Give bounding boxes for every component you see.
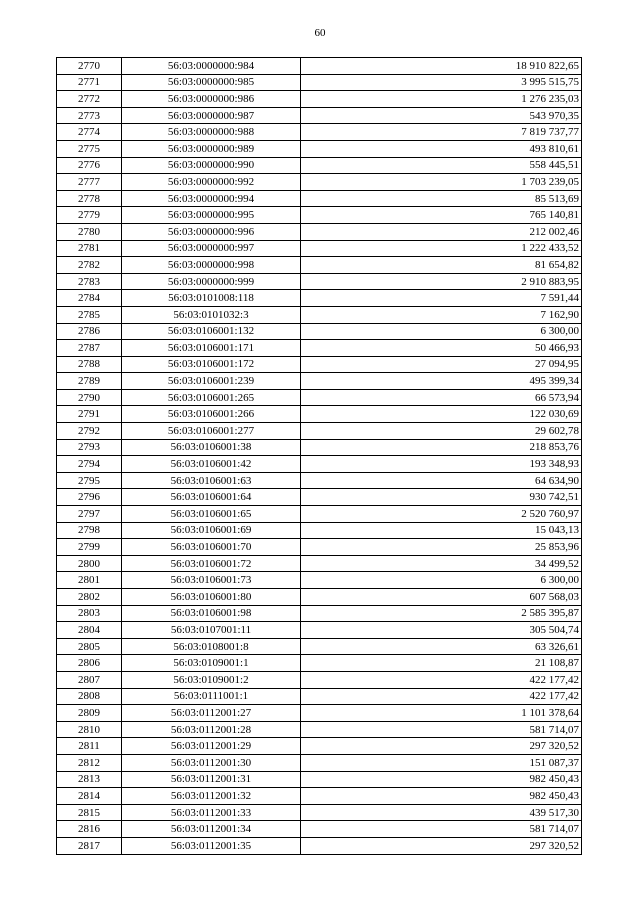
cadastral-number-cell: 56:03:0106001:42 (122, 456, 301, 473)
row-number-cell: 2811 (57, 738, 122, 755)
table-row (57, 738, 582, 755)
cadastral-value-cell: 6 300,00 (301, 323, 582, 340)
table-row (57, 389, 582, 406)
row-number-cell: 2770 (57, 58, 122, 75)
cadastral-value-cell: 25 853,96 (301, 539, 582, 556)
table-row (57, 555, 582, 572)
table-row (57, 373, 582, 390)
row-number-cell: 2814 (57, 788, 122, 805)
cadastral-value-cell: 982 450,43 (301, 771, 582, 788)
cadastral-value-cell: 122 030,69 (301, 406, 582, 423)
row-number-cell: 2799 (57, 539, 122, 556)
cadastral-value-cell: 422 177,42 (301, 688, 582, 705)
table-row (57, 721, 582, 738)
row-number-cell: 2775 (57, 140, 122, 157)
cadastral-value-cell: 50 466,93 (301, 340, 582, 357)
page-number: 60 (314, 27, 326, 39)
table-row (57, 58, 582, 75)
cadastral-number-cell: 56:03:0112001:27 (122, 705, 301, 722)
cadastral-value-cell: 2 520 760,97 (301, 506, 582, 523)
row-number-cell: 2796 (57, 489, 122, 506)
row-number-cell: 2810 (57, 721, 122, 738)
cadastral-value-table (56, 57, 582, 855)
cadastral-number-cell: 56:03:0000000:998 (122, 257, 301, 274)
cadastral-number-cell: 56:03:0111001:1 (122, 688, 301, 705)
row-number-cell: 2772 (57, 91, 122, 108)
table-row (57, 605, 582, 622)
cadastral-value-cell: 212 002,46 (301, 223, 582, 240)
row-number-cell: 2817 (57, 837, 122, 854)
cadastral-number-cell: 56:03:0106001:239 (122, 373, 301, 390)
cadastral-value-cell: 1 101 378,64 (301, 705, 582, 722)
row-number-cell: 2776 (57, 157, 122, 174)
row-number-cell: 2804 (57, 622, 122, 639)
cadastral-value-cell: 607 568,03 (301, 589, 582, 606)
cadastral-number-cell: 56:03:0106001:73 (122, 572, 301, 589)
cadastral-number-cell: 56:03:0106001:72 (122, 555, 301, 572)
table-row (57, 705, 582, 722)
table-row (57, 223, 582, 240)
cadastral-number-cell: 56:03:0000000:984 (122, 58, 301, 75)
cadastral-number-cell: 56:03:0106001:63 (122, 472, 301, 489)
cadastral-number-cell: 56:03:0108001:8 (122, 638, 301, 655)
row-number-cell: 2787 (57, 340, 122, 357)
table-row (57, 821, 582, 838)
row-number-cell: 2792 (57, 423, 122, 440)
table-row (57, 74, 582, 91)
row-number-cell: 2778 (57, 190, 122, 207)
table-row (57, 107, 582, 124)
cadastral-value-cell: 218 853,76 (301, 439, 582, 456)
row-number-cell: 2793 (57, 439, 122, 456)
cadastral-number-cell: 56:03:0000000:996 (122, 223, 301, 240)
cadastral-value-cell: 930 742,51 (301, 489, 582, 506)
cadastral-value-cell: 1 222 433,52 (301, 240, 582, 257)
cadastral-value-cell: 21 108,87 (301, 655, 582, 672)
cadastral-value-cell: 7 591,44 (301, 290, 582, 307)
row-number-cell: 2794 (57, 456, 122, 473)
cadastral-value-cell: 2 585 395,87 (301, 605, 582, 622)
row-number-cell: 2791 (57, 406, 122, 423)
row-number-cell: 2801 (57, 572, 122, 589)
cadastral-number-cell: 56:03:0106001:266 (122, 406, 301, 423)
table-row (57, 472, 582, 489)
cadastral-value-cell: 493 810,61 (301, 140, 582, 157)
table-row (57, 837, 582, 854)
cadastral-number-cell: 56:03:0106001:277 (122, 423, 301, 440)
cadastral-value-cell: 27 094,95 (301, 356, 582, 373)
table-row (57, 489, 582, 506)
row-number-cell: 2812 (57, 754, 122, 771)
row-number-cell: 2788 (57, 356, 122, 373)
cadastral-number-cell: 56:03:0106001:69 (122, 522, 301, 539)
table-row (57, 190, 582, 207)
cadastral-value-cell: 29 602,78 (301, 423, 582, 440)
cadastral-value-cell: 81 654,82 (301, 257, 582, 274)
cadastral-number-cell: 56:03:0000000:995 (122, 207, 301, 224)
cadastral-number-cell: 56:03:0112001:29 (122, 738, 301, 755)
table-row (57, 273, 582, 290)
cadastral-number-cell: 56:03:0106001:65 (122, 506, 301, 523)
row-number-cell: 2800 (57, 555, 122, 572)
table-row (57, 539, 582, 556)
row-number-cell: 2797 (57, 506, 122, 523)
table-row (57, 589, 582, 606)
table-row (57, 140, 582, 157)
cadastral-number-cell: 56:03:0101032:3 (122, 306, 301, 323)
row-number-cell: 2789 (57, 373, 122, 390)
cadastral-value-cell: 15 043,13 (301, 522, 582, 539)
row-number-cell: 2809 (57, 705, 122, 722)
cadastral-value-cell: 151 087,37 (301, 754, 582, 771)
cadastral-value-cell: 297 320,52 (301, 738, 582, 755)
row-number-cell: 2784 (57, 290, 122, 307)
row-number-cell: 2777 (57, 174, 122, 191)
table-row (57, 456, 582, 473)
cadastral-value-cell: 63 326,61 (301, 638, 582, 655)
cadastral-value-cell: 305 504,74 (301, 622, 582, 639)
table-row (57, 788, 582, 805)
table-row (57, 124, 582, 141)
table-row (57, 804, 582, 821)
table-row (57, 754, 582, 771)
cadastral-value-cell: 982 450,43 (301, 788, 582, 805)
row-number-cell: 2795 (57, 472, 122, 489)
cadastral-number-cell: 56:03:0112001:34 (122, 821, 301, 838)
table-row (57, 522, 582, 539)
table-row (57, 91, 582, 108)
cadastral-number-cell: 56:03:0106001:172 (122, 356, 301, 373)
table-body (57, 58, 582, 855)
row-number-cell: 2802 (57, 589, 122, 606)
row-number-cell: 2813 (57, 771, 122, 788)
cadastral-number-cell: 56:03:0106001:70 (122, 539, 301, 556)
table-row (57, 174, 582, 191)
table-row (57, 439, 582, 456)
row-number-cell: 2815 (57, 804, 122, 821)
table-row (57, 356, 582, 373)
cadastral-number-cell: 56:03:0112001:33 (122, 804, 301, 821)
cadastral-number-cell: 56:03:0106001:64 (122, 489, 301, 506)
table-row (57, 340, 582, 357)
table-row (57, 306, 582, 323)
row-number-cell: 2783 (57, 273, 122, 290)
cadastral-value-cell: 85 513,69 (301, 190, 582, 207)
cadastral-number-cell: 56:03:0000000:985 (122, 74, 301, 91)
cadastral-number-cell: 56:03:0109001:1 (122, 655, 301, 672)
cadastral-value-cell: 1 703 239,05 (301, 174, 582, 191)
cadastral-value-cell: 3 995 515,75 (301, 74, 582, 91)
table-row (57, 655, 582, 672)
cadastral-value-cell: 543 970,35 (301, 107, 582, 124)
cadastral-value-cell: 439 517,30 (301, 804, 582, 821)
cadastral-value-cell: 18 910 822,65 (301, 58, 582, 75)
cadastral-number-cell: 56:03:0106001:132 (122, 323, 301, 340)
cadastral-number-cell: 56:03:0000000:990 (122, 157, 301, 174)
cadastral-number-cell: 56:03:0112001:31 (122, 771, 301, 788)
cadastral-value-cell: 193 348,93 (301, 456, 582, 473)
table-row (57, 572, 582, 589)
cadastral-number-cell: 56:03:0106001:38 (122, 439, 301, 456)
cadastral-number-cell: 56:03:0112001:28 (122, 721, 301, 738)
cadastral-number-cell: 56:03:0106001:265 (122, 389, 301, 406)
table-row (57, 240, 582, 257)
table-row (57, 157, 582, 174)
table-row (57, 638, 582, 655)
cadastral-number-cell: 56:03:0112001:35 (122, 837, 301, 854)
row-number-cell: 2807 (57, 671, 122, 688)
row-number-cell: 2816 (57, 821, 122, 838)
cadastral-value-cell: 7 162,90 (301, 306, 582, 323)
row-number-cell: 2774 (57, 124, 122, 141)
cadastral-number-cell: 56:03:0106001:98 (122, 605, 301, 622)
row-number-cell: 2808 (57, 688, 122, 705)
cadastral-value-cell: 581 714,07 (301, 721, 582, 738)
cadastral-number-cell: 56:03:0112001:30 (122, 754, 301, 771)
row-number-cell: 2780 (57, 223, 122, 240)
row-number-cell: 2803 (57, 605, 122, 622)
cadastral-value-cell: 66 573,94 (301, 389, 582, 406)
table-row (57, 290, 582, 307)
row-number-cell: 2773 (57, 107, 122, 124)
cadastral-number-cell: 56:03:0101008:118 (122, 290, 301, 307)
row-number-cell: 2781 (57, 240, 122, 257)
table-row (57, 771, 582, 788)
table-row (57, 423, 582, 440)
row-number-cell: 2779 (57, 207, 122, 224)
cadastral-number-cell: 56:03:0112001:32 (122, 788, 301, 805)
cadastral-number-cell: 56:03:0000000:997 (122, 240, 301, 257)
cadastral-number-cell: 56:03:0106001:171 (122, 340, 301, 357)
cadastral-number-cell: 56:03:0000000:986 (122, 91, 301, 108)
cadastral-number-cell: 56:03:0000000:999 (122, 273, 301, 290)
cadastral-number-cell: 56:03:0000000:989 (122, 140, 301, 157)
row-number-cell: 2786 (57, 323, 122, 340)
cadastral-value-cell: 34 499,52 (301, 555, 582, 572)
row-number-cell: 2782 (57, 257, 122, 274)
cadastral-number-cell: 56:03:0109001:2 (122, 671, 301, 688)
cadastral-value-cell: 1 276 235,03 (301, 91, 582, 108)
row-number-cell: 2805 (57, 638, 122, 655)
cadastral-value-cell: 7 819 737,77 (301, 124, 582, 141)
row-number-cell: 2785 (57, 306, 122, 323)
cadastral-number-cell: 56:03:0000000:994 (122, 190, 301, 207)
cadastral-value-cell: 765 140,81 (301, 207, 582, 224)
cadastral-value-cell: 495 399,34 (301, 373, 582, 390)
cadastral-number-cell: 56:03:0107001:11 (122, 622, 301, 639)
table-row (57, 622, 582, 639)
table-row (57, 688, 582, 705)
table-row (57, 257, 582, 274)
cadastral-value-cell: 2 910 883,95 (301, 273, 582, 290)
cadastral-number-cell: 56:03:0106001:80 (122, 589, 301, 606)
cadastral-number-cell: 56:03:0000000:988 (122, 124, 301, 141)
cadastral-value-cell: 6 300,00 (301, 572, 582, 589)
cadastral-value-cell: 422 177,42 (301, 671, 582, 688)
cadastral-value-cell: 297 320,52 (301, 837, 582, 854)
cadastral-value-cell: 64 634,90 (301, 472, 582, 489)
row-number-cell: 2790 (57, 389, 122, 406)
row-number-cell: 2771 (57, 74, 122, 91)
cadastral-value-cell: 581 714,07 (301, 821, 582, 838)
cadastral-value-cell: 558 445,51 (301, 157, 582, 174)
cadastral-number-cell: 56:03:0000000:987 (122, 107, 301, 124)
table-row (57, 207, 582, 224)
table-row (57, 406, 582, 423)
cadastral-number-cell: 56:03:0000000:992 (122, 174, 301, 191)
row-number-cell: 2806 (57, 655, 122, 672)
row-number-cell: 2798 (57, 522, 122, 539)
table-row (57, 323, 582, 340)
table-row (57, 506, 582, 523)
table-row (57, 671, 582, 688)
